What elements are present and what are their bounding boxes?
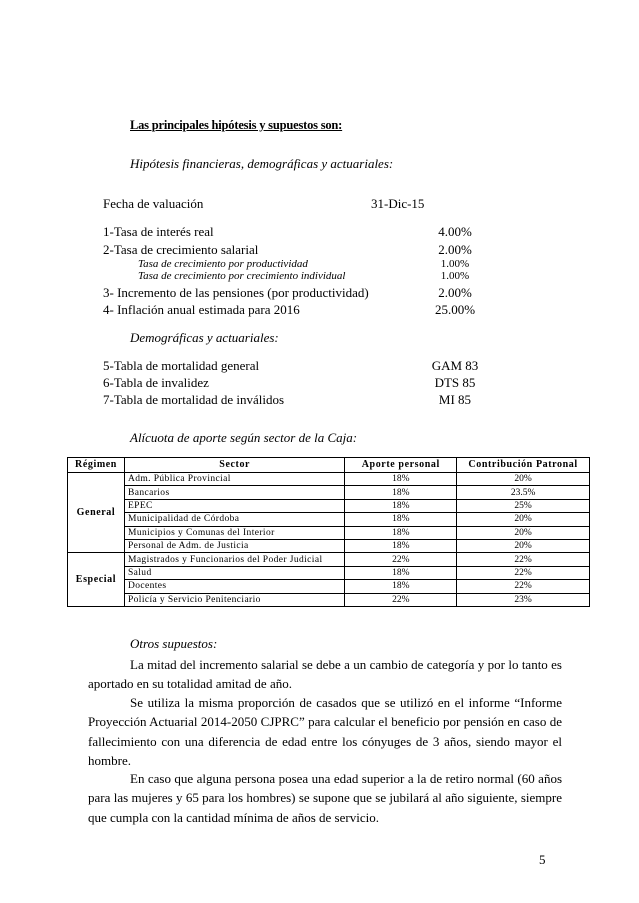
valuation-value: 31-Dic-15 bbox=[371, 196, 425, 211]
sector-cell: Salud bbox=[124, 566, 344, 579]
sector-cell: EPEC bbox=[124, 499, 344, 512]
table-header: Régimen bbox=[68, 458, 125, 473]
section-heading: Las principales hipótesis y supuestos son: bbox=[130, 118, 343, 132]
sector-cell: Adm. Pública Provincial bbox=[124, 473, 344, 486]
personal-cell: 18% bbox=[345, 499, 457, 512]
assumption-sublabel: Tasa de crecimiento por productividad bbox=[138, 258, 308, 270]
assumption-label: 2-Tasa de crecimiento salarial bbox=[103, 242, 259, 257]
assumption-value: 2.00% bbox=[438, 285, 472, 300]
employer-cell: 22% bbox=[457, 566, 590, 579]
employer-cell: 25% bbox=[457, 499, 590, 512]
demographic-heading: Demográficas y actuariales: bbox=[130, 330, 279, 345]
paragraph-text: En caso que alguna persona posea una edad superior a la de retiro normal (60 años para las mujeres y 65 para los hombres) se supone que se jubilará al año siguiente, siempre que cumpla con la cantidad mínima de años de servicio. bbox=[88, 771, 562, 825]
employer-cell: 22% bbox=[457, 580, 590, 593]
table-row bbox=[68, 526, 590, 539]
sector-cell: Policía y Servicio Penitenciario bbox=[124, 593, 344, 606]
table-row bbox=[68, 553, 590, 566]
employer-cell: 23.5% bbox=[457, 486, 590, 499]
paragraph-text: La mitad del incremento salarial se debe a un cambio de categoría y por lo tanto es aportado en su totalidad amitad de año. bbox=[88, 657, 562, 692]
demographic-label: 5-Tabla de mortalidad general bbox=[103, 358, 260, 373]
employer-cell: 22% bbox=[457, 553, 590, 566]
page-number: 5 bbox=[539, 852, 546, 867]
paragraph bbox=[88, 693, 562, 771]
assumption-value: 2.00% bbox=[438, 242, 472, 257]
personal-cell: 18% bbox=[345, 580, 457, 593]
demographic-label: 7-Tabla de mortalidad de inválidos bbox=[103, 392, 285, 407]
employer-cell: 20% bbox=[457, 473, 590, 486]
regime-cell: Especial bbox=[68, 553, 125, 607]
personal-cell: 18% bbox=[345, 566, 457, 579]
assumption-subvalue: 1.00% bbox=[440, 270, 470, 282]
personal-cell: 22% bbox=[345, 553, 457, 566]
table-header-row bbox=[68, 458, 590, 473]
assumption-value: 25.00% bbox=[434, 302, 476, 317]
contribution-table bbox=[67, 457, 590, 607]
assumption-label: 4- Inflación anual estimada para 2016 bbox=[103, 302, 300, 317]
table-row bbox=[68, 580, 590, 593]
table-row bbox=[68, 513, 590, 526]
assumption-label: 3- Incremento de las pensiones (por productividad) bbox=[103, 285, 369, 300]
table-row bbox=[68, 499, 590, 512]
personal-cell: 18% bbox=[345, 526, 457, 539]
assumption-value: 4.00% bbox=[438, 224, 472, 239]
assumption-sublabel: Tasa de crecimiento por crecimiento individual bbox=[138, 270, 346, 282]
employer-cell: 20% bbox=[457, 526, 590, 539]
table-header: Aporte personal bbox=[345, 458, 457, 473]
sector-cell: Bancarios bbox=[124, 486, 344, 499]
demographic-label: 6-Tabla de invalidez bbox=[103, 375, 209, 390]
demographic-value: DTS 85 bbox=[434, 375, 476, 390]
table-row bbox=[68, 473, 590, 486]
employer-cell: 20% bbox=[457, 539, 590, 552]
demographic-value: GAM 83 bbox=[431, 358, 479, 373]
table-row bbox=[68, 539, 590, 552]
aliquot-heading: Alícuota de aporte según sector de la Caja: bbox=[130, 430, 358, 445]
assumption-label: 1-Tasa de interés real bbox=[103, 224, 214, 239]
sector-cell: Docentes bbox=[124, 580, 344, 593]
demographic-value: MI 85 bbox=[438, 392, 472, 407]
table-row bbox=[68, 593, 590, 606]
regime-cell: General bbox=[68, 473, 125, 553]
sector-cell: Magistrados y Funcionarios del Poder Judicial bbox=[124, 553, 344, 566]
paragraph-text: Se utiliza la misma proporción de casados que se utilizó en el informe “Informe Proyección Actuarial 2014-2050 CJPRC” para calcular el beneficio por pensión en caso de fallecimiento con una diferencia de edad entre los cónyuges de 3 años, siendo mayor el hombre. bbox=[88, 695, 562, 769]
sector-cell: Municipios y Comunas del Interior bbox=[124, 526, 344, 539]
assumption-subvalue: 1.00% bbox=[440, 258, 470, 270]
employer-cell: 23% bbox=[457, 593, 590, 606]
financial-heading: Hipótesis financieras, demográficas y actuariales: bbox=[130, 156, 394, 171]
paragraph bbox=[88, 769, 562, 827]
sector-cell: Municipalidad de Córdoba bbox=[124, 513, 344, 526]
table-row bbox=[68, 486, 590, 499]
employer-cell: 20% bbox=[457, 513, 590, 526]
table-row bbox=[68, 566, 590, 579]
personal-cell: 18% bbox=[345, 513, 457, 526]
paragraph bbox=[88, 655, 562, 694]
table-header: Contribución Patronal bbox=[457, 458, 590, 473]
sector-cell: Personal de Adm. de Justicia bbox=[124, 539, 344, 552]
personal-cell: 18% bbox=[345, 486, 457, 499]
personal-cell: 22% bbox=[345, 593, 457, 606]
valuation-label: Fecha de valuación bbox=[103, 196, 204, 211]
other-heading: Otros supuestos: bbox=[130, 636, 218, 651]
personal-cell: 18% bbox=[345, 473, 457, 486]
personal-cell: 18% bbox=[345, 539, 457, 552]
table-header: Sector bbox=[124, 458, 344, 473]
